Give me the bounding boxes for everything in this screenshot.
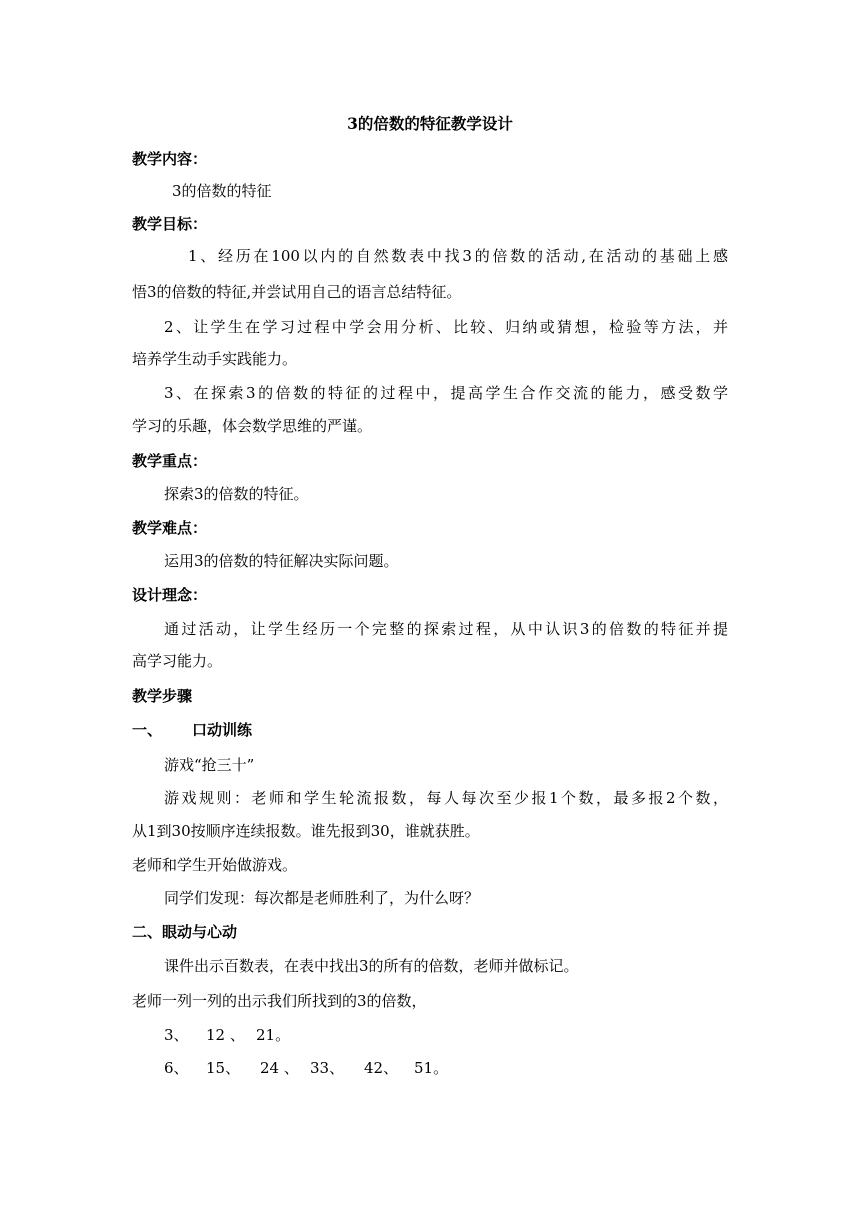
step-1-number: 一、	[132, 721, 163, 739]
goal-2-line-1: 2、让学生在学习过程中学会用分析、比较、归纳或猜想，检验等方法，并	[164, 318, 728, 336]
game-start-text: 老师和学生开始做游戏。	[132, 856, 298, 874]
discovery-text: 同学们发现：每次都是老师胜利了，为什么呀？	[164, 889, 480, 907]
row-2-item: 51。	[414, 1059, 449, 1077]
multiples-row-1	[164, 1025, 764, 1045]
document-title: 3的倍数的特征教学设计	[347, 114, 513, 133]
column-display-text: 老师一列一列的出示我们所找到的3的倍数，	[132, 992, 427, 1010]
row-2-item: 24 、	[260, 1059, 299, 1077]
design-concept-line-2: 高学习能力。	[132, 652, 223, 670]
goal-3-line-1: 3、在探索3的倍数的特征的过程中，提高学生合作交流的能力，感受数学	[164, 384, 728, 402]
goal-2-line-2: 培养学生动手实践能力。	[132, 350, 298, 368]
design-concept-heading: 设计理念：	[132, 586, 208, 604]
row-2-item: 42、	[364, 1059, 399, 1077]
row-2-item: 33、	[310, 1059, 345, 1077]
design-concept-line-1: 通过活动，让学生经历一个完整的探索过程，从中认识3的倍数的特征并提	[164, 620, 728, 638]
game-name: 游戏“抢三十”	[164, 756, 255, 774]
game-rules-line-2: 从1到30按顺序连续报数。谁先报到30，谁就获胜。	[132, 822, 480, 840]
difficulty-text: 运用3的倍数的特征解决实际问题。	[164, 552, 399, 570]
multiples-row-2	[164, 1058, 764, 1078]
step-1-heading	[132, 720, 732, 740]
step-2-heading: 二、眼动与心动	[132, 923, 238, 941]
goal-1-line-2: 悟3的倍数的特征,并尝试用自己的语言总结特征。	[132, 283, 462, 301]
row-2-item: 6、	[164, 1059, 189, 1077]
row-1-item: 12 、	[206, 1026, 245, 1044]
game-rules-line-1: 游戏规则：老师和学生轮流报数，每人每次至少报1个数，最多报2个数，	[164, 789, 728, 807]
goal-3-line-2: 学习的乐趣，体会数学思维的严谨。	[132, 417, 373, 435]
goal-1-line-1: 1、经历在100以内的自然数表中找3的倍数的活动,在活动的基础上感	[188, 247, 728, 265]
difficulty-heading: 教学难点：	[132, 519, 208, 537]
goals-heading: 教学目标：	[132, 215, 208, 233]
step-1-title: 口动训练	[192, 721, 253, 739]
content-text: 3的倍数的特征	[172, 182, 272, 200]
key-points-heading: 教学重点：	[132, 452, 208, 470]
row-1-item: 21。	[256, 1026, 291, 1044]
row-2-item: 15、	[206, 1059, 241, 1077]
courseware-text: 课件出示百数表，在表中找出3的所有的倍数，老师并做标记。	[164, 957, 579, 975]
row-1-item: 3、	[164, 1026, 189, 1044]
content-heading: 教学内容：	[132, 150, 208, 168]
teaching-steps-heading: 教学步骤	[132, 687, 193, 705]
key-points-text: 探索3的倍数的特征。	[164, 485, 309, 503]
